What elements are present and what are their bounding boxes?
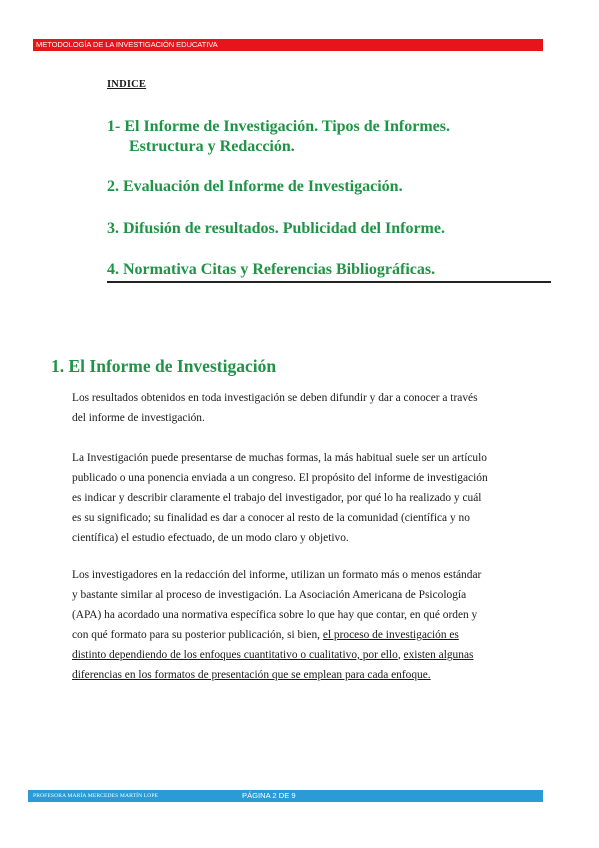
toc-item-2-label: 2. Evaluación del Informe de Investigación.	[107, 178, 403, 195]
underlined-text: distinto dependiendo de los enfoques cuantitativo o cualitativo, por ello	[72, 649, 398, 661]
paragraph-line: es su significado; su finalidad es dar a conocer al resto de la comunidad (científica y no	[72, 512, 470, 524]
toc-item-1[interactable]	[107, 117, 551, 157]
paragraph-line: Los resultados obtenidos en toda investigación se deben difundir y dar a conocer a través	[72, 392, 478, 404]
paragraph-line: es indicar y describir claramente el trabajo del investigador, por qué lo ha realizado y cuál	[72, 492, 482, 504]
toc-item-3[interactable]	[107, 219, 551, 239]
toc-item-2[interactable]	[107, 177, 551, 197]
paragraph-line: del informe de investigación.	[72, 412, 205, 424]
paragraph-line: Los investigadores en la redacción del informe, utilizan un formato más o menos estándar	[72, 569, 482, 581]
paragraph-line	[72, 625, 550, 645]
underlined-text: el proceso de investigación es	[322, 629, 459, 641]
footer-page-number: PÁGINA 2 DE 9	[242, 791, 296, 800]
toc-item-1-line1: 1- El Informe de Investigación. Tipos de Informes.	[107, 118, 450, 135]
paragraph-2	[72, 448, 550, 548]
footer-bar	[28, 790, 543, 802]
paragraph-line: La Investigación puede presentarse de muchas formas, la más habitual suele ser un artículo	[72, 452, 487, 464]
toc-item-4-label: 4. Normativa Citas y Referencias Bibliográficas.	[107, 261, 436, 278]
section-title: 1. El Informe de Investigación	[51, 356, 277, 376]
underlined-line: diferencias en los formatos de presentación que se emplean para cada enfoque.	[72, 669, 431, 681]
paragraph-line: y bastante similar al proceso de investigación. La Asociación Americana de Psicología	[72, 589, 467, 601]
index-heading: INDICE	[107, 79, 147, 90]
paragraph-text: con qué formato para su posterior publicación, si bien,	[72, 629, 323, 641]
paragraph-1	[72, 388, 550, 428]
toc-item-1-line2: Estructura y Redacción.	[129, 138, 295, 155]
paragraph-line: científica) el estudio efectuado, de un modo claro y objetivo.	[72, 532, 349, 544]
paragraph-line: publicado o una ponencia enviada a un congreso. El propósito del informe de investigación	[72, 472, 488, 484]
footer-author: PROFESORA MARÍA MERCEDES MARTÍN LOPE	[33, 793, 159, 799]
toc-divider	[107, 281, 551, 283]
header-bar	[33, 39, 543, 51]
paragraph-line: (APA) ha acordado una normativa específica sobre lo que hay que contar, en qué orden y	[72, 609, 478, 621]
paragraph-line	[72, 645, 550, 665]
paragraph-3	[72, 565, 550, 685]
toc-item-4[interactable]	[107, 260, 551, 280]
toc-item-3-label: 3. Difusión de resultados. Publicidad del Informe.	[107, 220, 445, 237]
header-title: METODOLOGÍA DE LA INVESTIGACIÓN EDUCATIVA	[36, 40, 218, 49]
paragraph-text: ,	[397, 649, 404, 661]
underlined-text: existen algunas	[403, 649, 474, 661]
